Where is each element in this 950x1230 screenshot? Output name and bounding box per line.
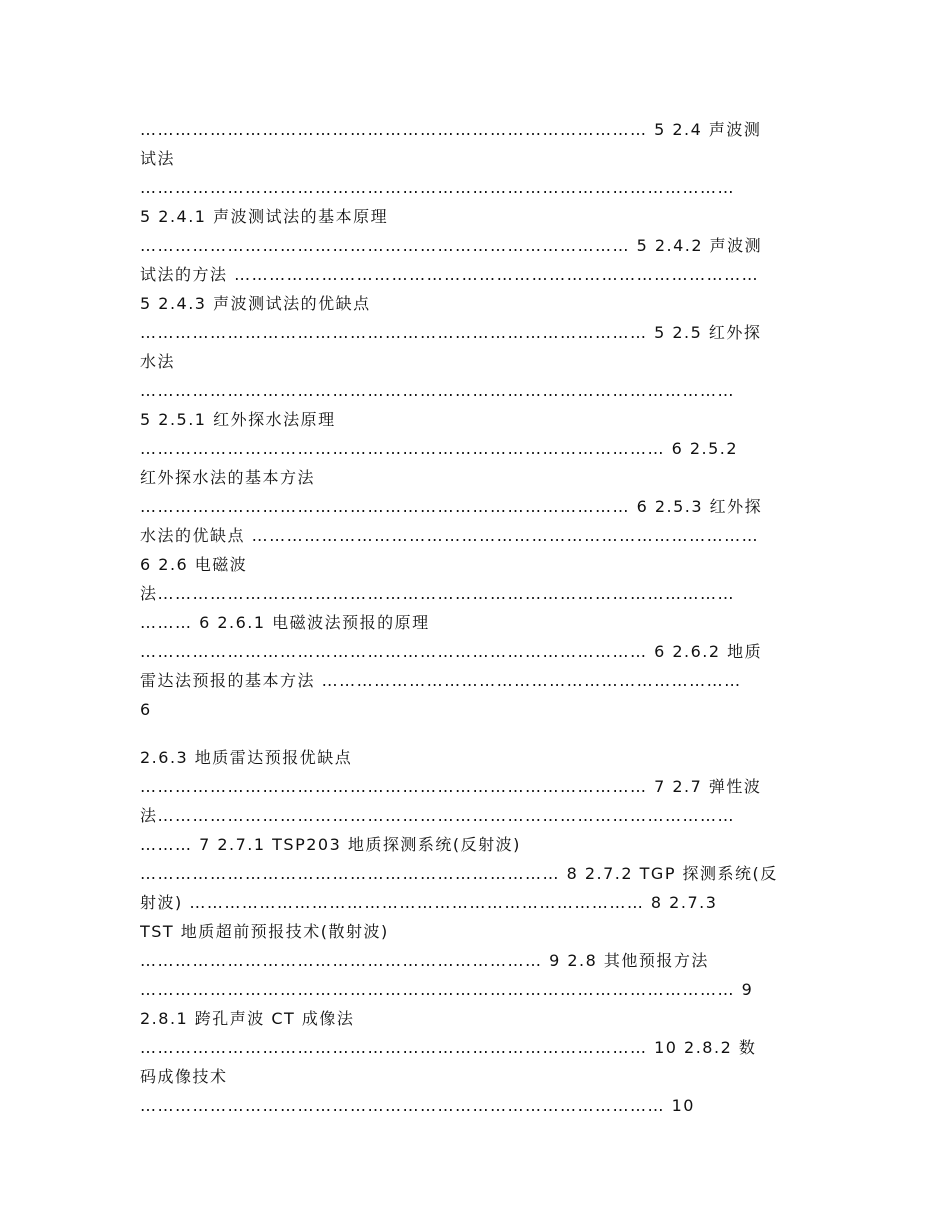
toc-line: 2.8.1 跨孔声波 CT 成像法 bbox=[140, 1009, 355, 1028]
toc-line: ……… 7 2.7.1 TSP203 地质探测系统(反射波) bbox=[140, 835, 521, 854]
toc-line: ………………………………………………………………………………………… bbox=[140, 381, 735, 400]
toc-line: TST 地质超前预报技术(散射波) bbox=[140, 922, 389, 941]
toc-line: ……………………………………………………………… 8 2.7.2 TGP 探测系统(反 bbox=[140, 864, 778, 883]
toc-line: 6 bbox=[140, 700, 152, 719]
toc-line: 码成像技术 bbox=[140, 1067, 228, 1086]
toc-line: ……………………………………………………………………………… 10 bbox=[140, 1096, 695, 1115]
toc-line: 水法的优缺点 …………………………………………………………………………… bbox=[140, 526, 760, 545]
toc-line: 5 2.4.3 声波测试法的优缺点 bbox=[140, 294, 371, 313]
toc-line: ……… 6 2.6.1 电磁波法预报的原理 bbox=[140, 613, 430, 632]
toc-line: ………………………………………………………………………………………… bbox=[140, 178, 735, 197]
toc-line: ………………………………………………………………………… 6 2.5.3 红外探 bbox=[140, 497, 763, 516]
toc-line: 2.6.3 地质雷达预报优缺点 bbox=[140, 748, 353, 767]
toc-line: 试法 bbox=[140, 149, 176, 168]
toc-line: 法……………………………………………………………………………………… bbox=[140, 806, 735, 825]
toc-line: 法……………………………………………………………………………………… bbox=[140, 584, 735, 603]
toc-line: 5 2.4.1 声波测试法的基本原理 bbox=[140, 207, 389, 226]
toc-line: …………………………………………………………………………… 5 2.5 红外探 bbox=[140, 323, 762, 342]
toc-line: ……………………………………………………………………………… 6 2.5.2 bbox=[140, 439, 739, 458]
toc-line: …………………………………………………………………………… 7 2.7 弹性波 bbox=[140, 777, 762, 796]
toc-line: …………………………………………………………………………… 5 2.4 声波测 bbox=[140, 120, 762, 139]
toc-line: 水法 bbox=[140, 352, 176, 371]
toc-line: ………………………………………………………………………………………… 9 bbox=[140, 980, 754, 999]
toc-line: ………………………………………………………………………… 5 2.4.2 声波测 bbox=[140, 236, 763, 255]
toc-line: 5 2.5.1 红外探水法原理 bbox=[140, 410, 336, 429]
toc-line: …………………………………………………………………………… 10 2.8.2 数 bbox=[140, 1038, 757, 1057]
toc-line: …………………………………………………………… 9 2.8 其他预报方法 bbox=[140, 951, 709, 970]
toc-line: 6 2.6 电磁波 bbox=[140, 555, 248, 574]
toc-line: 试法的方法 ……………………………………………………………………………… bbox=[140, 265, 760, 284]
toc-line: 红外探水法的基本方法 bbox=[140, 468, 316, 487]
toc-line: 雷达法预报的基本方法 ……………………………………………………………… bbox=[140, 671, 742, 690]
toc-line: 射波) …………………………………………………………………… 8 2.7.3 bbox=[140, 893, 718, 912]
toc-line: …………………………………………………………………………… 6 2.6.2 地质 bbox=[140, 642, 763, 661]
